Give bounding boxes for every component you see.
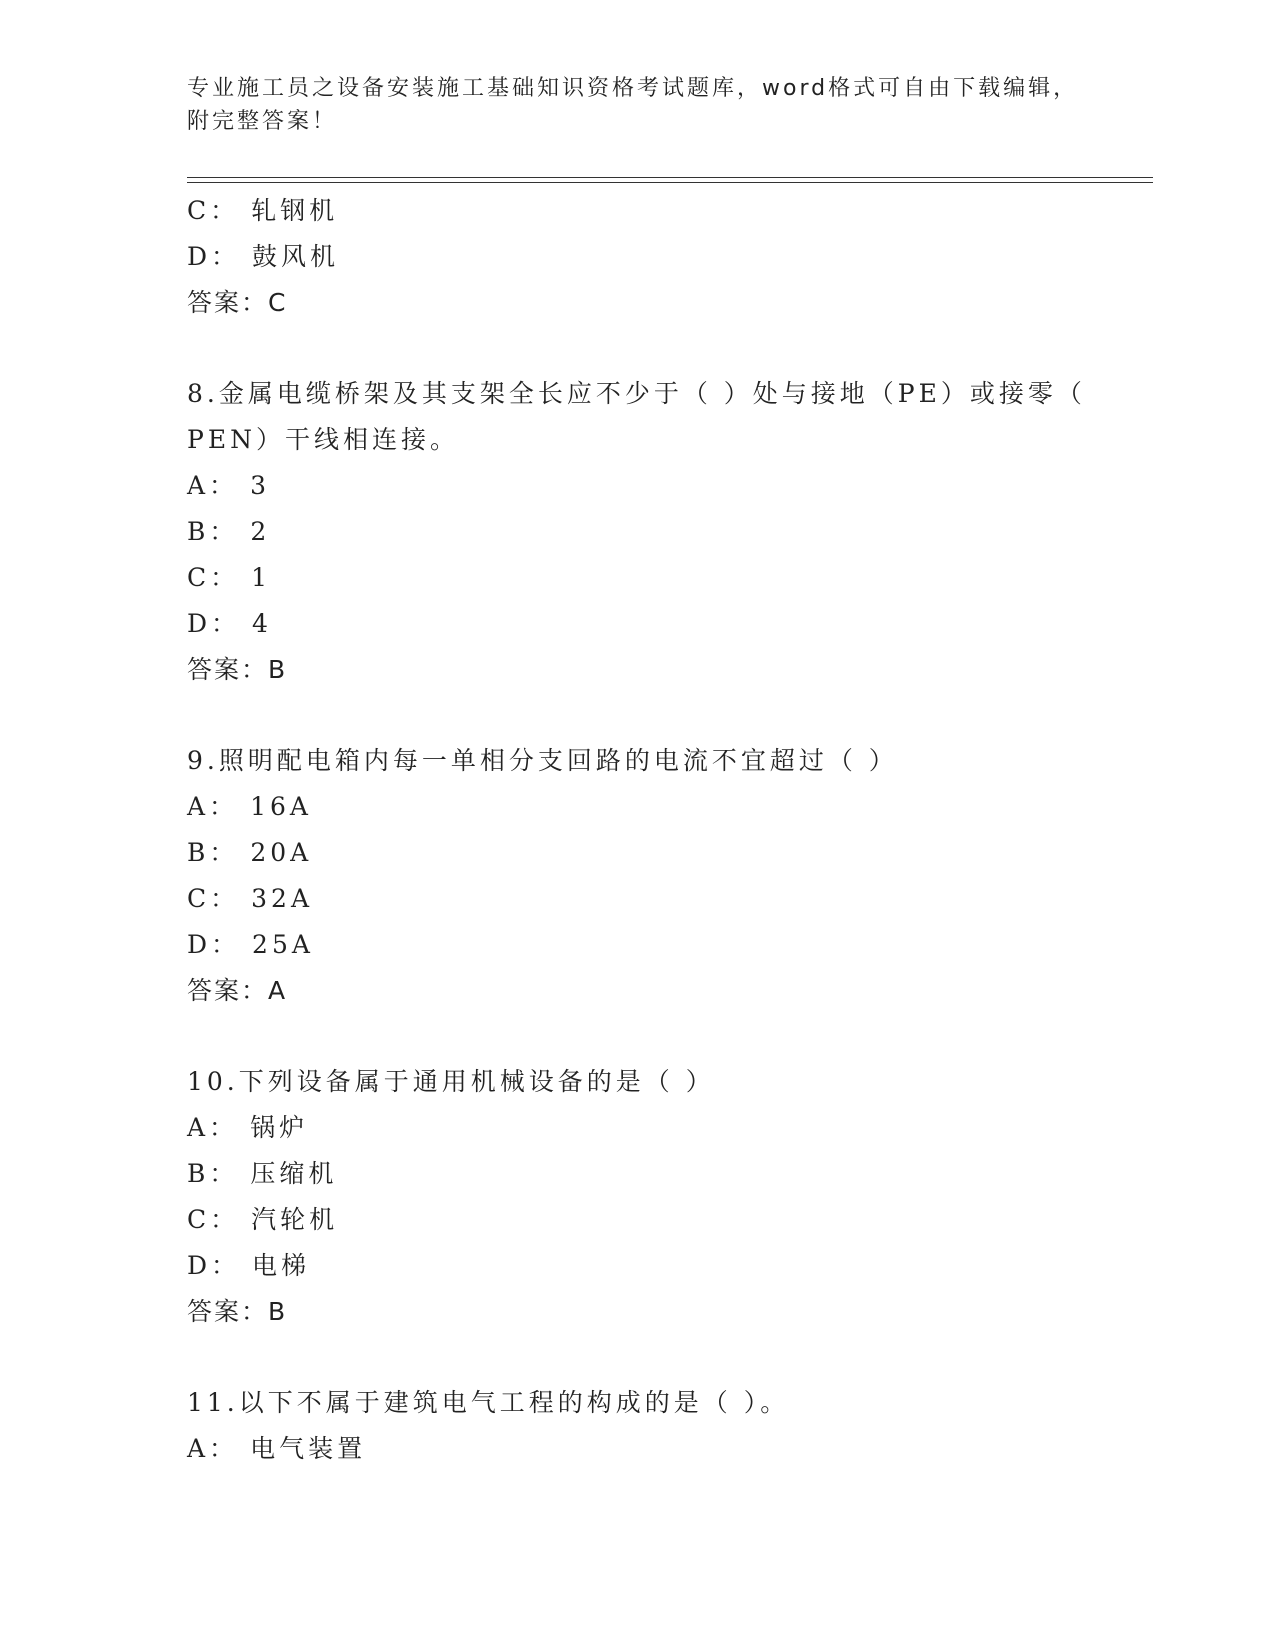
option-item <box>187 1243 1147 1289</box>
option-text: 2 <box>250 517 271 546</box>
spacer <box>187 1335 1147 1380</box>
option-text: 轧钢机 <box>251 196 339 225</box>
header-divider-top <box>187 177 1153 178</box>
option-key: D： <box>187 1251 241 1280</box>
option-key: B： <box>187 517 239 546</box>
header-title-line-1: 专业施工员之设备安装施工基础知识资格考试题库，word格式可自由下载编辑， <box>187 76 1079 101</box>
option-key: D： <box>187 609 241 638</box>
question-stem: 9.照明配电箱内每一单相分支回路的电流不宜超过（ ） <box>187 746 898 775</box>
spacer <box>187 1014 1147 1059</box>
question-stem: 10.下列设备属于通用机械设备的是（ ） <box>187 1067 715 1096</box>
spacer <box>187 326 1147 371</box>
option-item <box>187 601 1147 647</box>
option-item <box>187 922 1147 968</box>
option-key: B： <box>187 1159 239 1188</box>
answer-line: 答案：B <box>187 1297 288 1326</box>
question-stem: 11.以下不属于建筑电气工程的构成的是（ ）。 <box>187 1388 790 1417</box>
option-item <box>187 784 1147 830</box>
option-key: C： <box>187 884 240 913</box>
option-text: 20A <box>250 838 313 867</box>
option-text: 压缩机 <box>250 1159 338 1188</box>
option-text: 鼓风机 <box>252 242 340 271</box>
header-title-line-2: 附完整答案！ <box>187 109 338 134</box>
answer-line: 答案：C <box>187 288 288 317</box>
option-item <box>187 1105 1147 1151</box>
option-text: 4 <box>252 609 272 638</box>
option-item <box>187 555 1147 601</box>
option-key: D： <box>187 930 241 959</box>
header-divider-bottom <box>187 182 1153 183</box>
option-key: B： <box>187 838 239 867</box>
spacer <box>187 693 1147 738</box>
option-text: 汽轮机 <box>251 1205 339 1234</box>
option-key: D： <box>187 242 241 271</box>
option-text: 1 <box>251 563 272 592</box>
option-item <box>187 188 1147 234</box>
option-key: C： <box>187 196 240 225</box>
option-key: C： <box>187 1205 240 1234</box>
option-key: C： <box>187 563 240 592</box>
option-key: A： <box>187 1434 239 1463</box>
page-header <box>187 72 1087 138</box>
answer-line: 答案：B <box>187 655 288 684</box>
option-key: A： <box>187 1113 239 1142</box>
option-item <box>187 463 1147 509</box>
answer-line: 答案：A <box>187 976 288 1005</box>
option-item <box>187 234 1147 280</box>
option-text: 25A <box>252 930 314 959</box>
option-text: 锅炉 <box>250 1113 309 1142</box>
option-item <box>187 876 1147 922</box>
option-text: 32A <box>251 884 314 913</box>
question-stem: 8.金属电缆桥架及其支架全长应不少于（ ）处与接地（PE）或接零（ <box>187 379 1086 408</box>
option-text: 电气装置 <box>250 1434 367 1463</box>
option-key: A： <box>187 792 239 821</box>
option-text: 16A <box>250 792 312 821</box>
option-text: 电梯 <box>252 1251 311 1280</box>
option-item <box>187 1197 1147 1243</box>
option-item <box>187 830 1147 876</box>
question-list <box>187 188 1147 1472</box>
option-item <box>187 1151 1147 1197</box>
question-stem: PEN）干线相连接。 <box>187 425 459 454</box>
option-item <box>187 1426 1147 1472</box>
option-key: A： <box>187 471 239 500</box>
option-item <box>187 509 1147 555</box>
option-text: 3 <box>250 471 270 500</box>
